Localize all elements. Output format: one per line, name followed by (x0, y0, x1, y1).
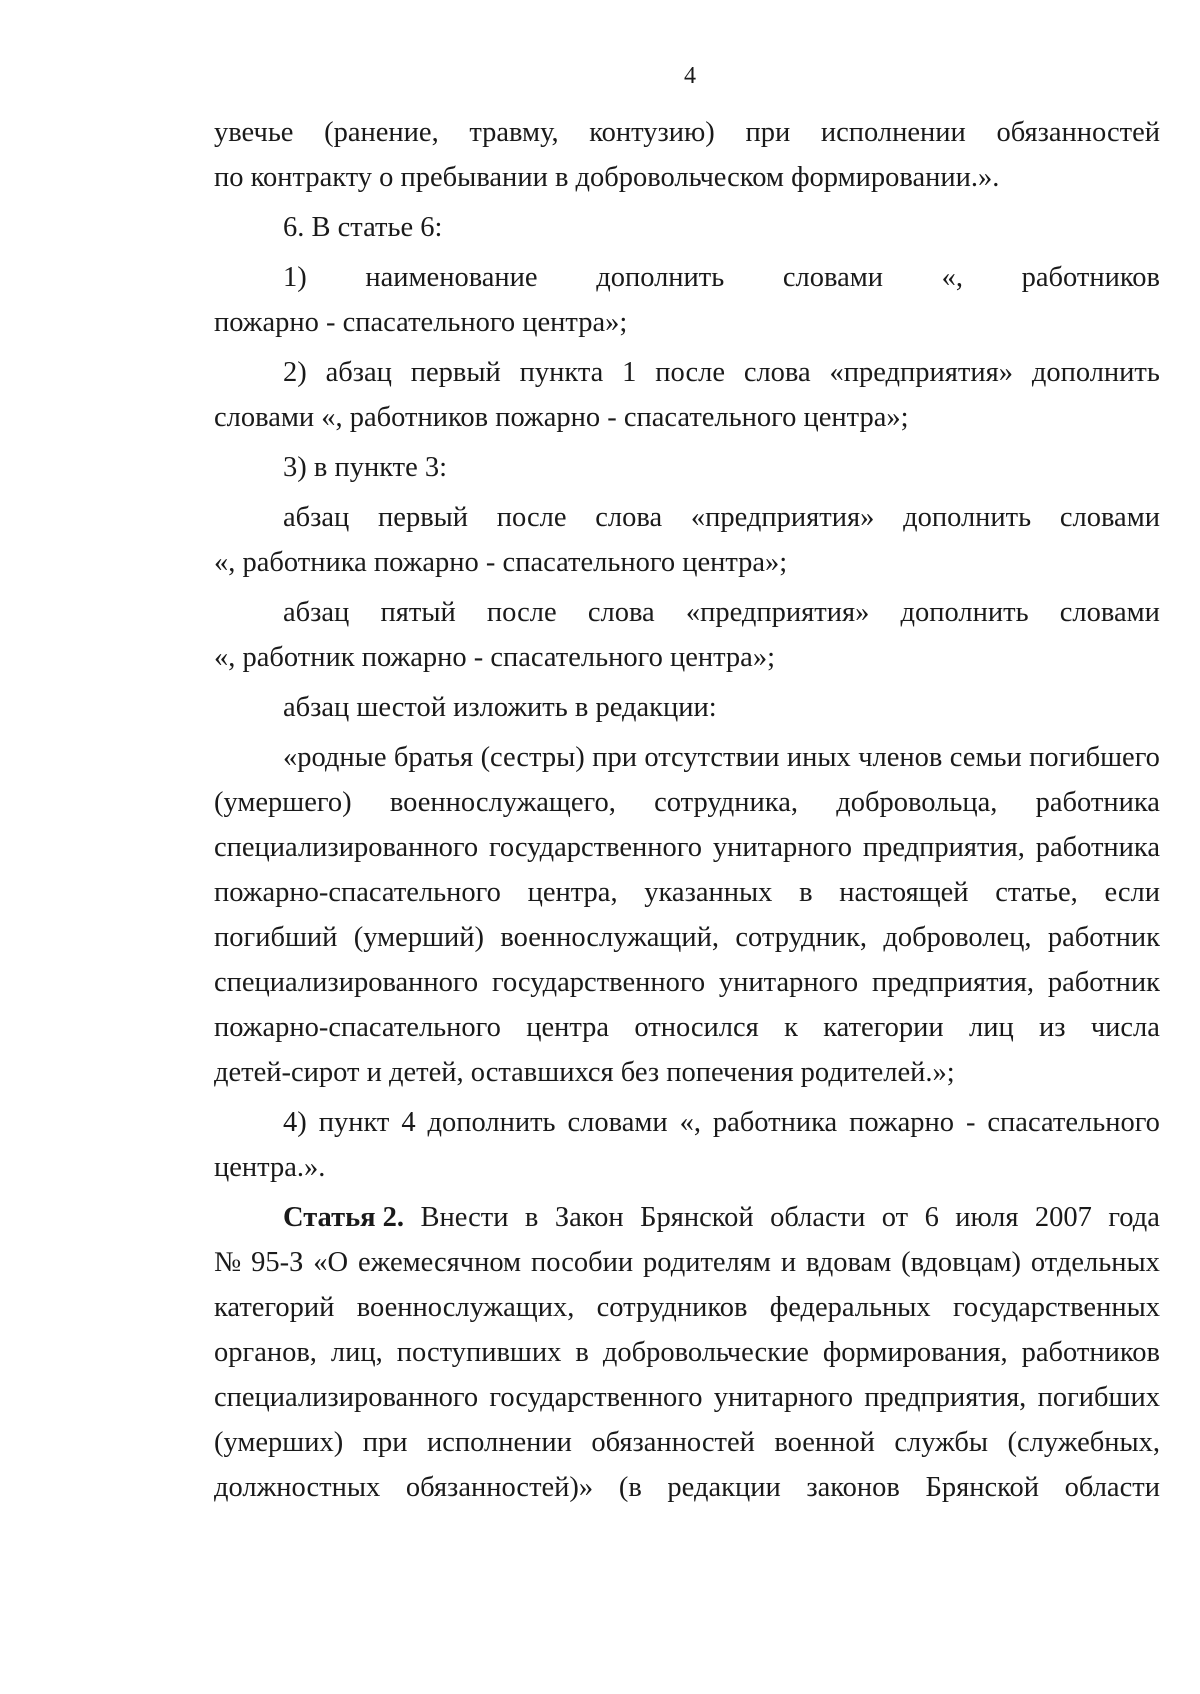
word: специализированного (214, 832, 479, 863)
word: пункт (318, 1107, 390, 1138)
word: родителям (643, 1247, 771, 1278)
word: травму, (469, 117, 559, 148)
word: унитарного (718, 967, 859, 998)
word: предприятия, (862, 832, 1025, 863)
word: в (524, 1202, 539, 1233)
word: наименование (365, 262, 538, 293)
word: дополнить (900, 597, 1029, 628)
text-line: центра.». (214, 1152, 326, 1183)
text-line: словами «, работников пожарно - спасательного центра»; (214, 402, 909, 433)
word: поступивших (396, 1337, 562, 1368)
word: к (784, 1012, 798, 1043)
word: военнослужащего, (389, 787, 616, 818)
word: № (214, 1247, 242, 1278)
text-line: «, работника пожарно - спасательного центра»; (214, 547, 788, 578)
word: области (770, 1202, 866, 1233)
word: в (575, 1337, 589, 1368)
word: предприятия, (871, 967, 1035, 998)
word: лиц, (330, 1337, 383, 1368)
text-line (214, 1100, 1160, 1145)
word: обязанностей)» (405, 1472, 594, 1503)
text-line: 3) в пункте 3: (283, 452, 448, 483)
word: 2007 (1034, 1202, 1092, 1233)
page-number: 4 (684, 63, 696, 89)
word: Брянской (925, 1472, 1040, 1503)
word: ежемесячном (358, 1247, 522, 1278)
word: (умерший) (353, 922, 485, 953)
word: специализированного (214, 967, 479, 998)
word: словами (1059, 597, 1160, 628)
word: 1) (283, 262, 307, 293)
word: сотрудника, (654, 787, 798, 818)
word: органов, (214, 1337, 317, 1368)
word: категории (823, 1012, 944, 1043)
word: 1 (622, 357, 637, 388)
word: (сестры) (480, 742, 585, 773)
word: сотрудник, (735, 922, 868, 953)
word: слова (743, 357, 811, 388)
word: службы (894, 1427, 989, 1458)
text-line (214, 870, 1160, 915)
word: дополнить (903, 502, 1032, 533)
word: относился (634, 1012, 759, 1043)
word: категорий (214, 1292, 335, 1323)
text-line (214, 110, 1160, 155)
word: отдельных (1030, 1247, 1160, 1278)
word: вдовам (805, 1247, 892, 1278)
word: абзац (283, 597, 350, 628)
word: обязанностей (591, 1427, 755, 1458)
word: «предприятия» (685, 597, 870, 628)
text-line: «, работник пожарно - спасательного центра»; (214, 642, 775, 673)
word: работника (1035, 787, 1160, 818)
word: увечье (214, 117, 294, 148)
text-line: абзац шестой изложить в редакции: (283, 692, 717, 723)
word: погибшего (1029, 742, 1160, 773)
word: работник (1047, 922, 1160, 953)
word: словами (782, 262, 884, 293)
word: редакции (667, 1472, 781, 1503)
word: работника (1035, 832, 1160, 863)
word: слова (595, 502, 663, 533)
word: области (1064, 1472, 1160, 1503)
word: доброволец, (883, 922, 1032, 953)
word: при (362, 1427, 408, 1458)
word: словами (567, 1107, 668, 1138)
word: работник (1047, 967, 1160, 998)
word: федеральных (769, 1292, 931, 1323)
word: законов (806, 1472, 900, 1503)
word: после (496, 502, 567, 533)
word: Закон (554, 1202, 624, 1233)
word: в (799, 877, 813, 908)
word: если (1104, 877, 1160, 908)
text-line (214, 960, 1160, 1005)
text-line (214, 1240, 1160, 1285)
word: июля (955, 1202, 1019, 1233)
word: семьи (949, 742, 1022, 773)
word: и (780, 1247, 797, 1278)
word: обязанностей (996, 117, 1160, 148)
word: предприятия, (864, 1382, 1027, 1413)
text-line (214, 495, 1160, 540)
word: работников (1021, 262, 1160, 293)
word: при (592, 742, 637, 773)
word: сотрудников (596, 1292, 748, 1323)
word: настоящей (839, 877, 969, 908)
word: от (881, 1202, 909, 1233)
word: военной (774, 1427, 875, 1458)
text-line (214, 1375, 1160, 1420)
word: специализированного (214, 1382, 479, 1413)
word: дополнить (427, 1107, 556, 1138)
word: работника (712, 1107, 838, 1138)
word: военнослужащий, (500, 922, 720, 953)
word: 4 (401, 1107, 416, 1138)
word: (вдовцам) (901, 1247, 1021, 1278)
document-body (214, 110, 1160, 1510)
word: «, (679, 1107, 701, 1138)
text-line (214, 780, 1160, 825)
text-line (214, 590, 1160, 635)
text-line (214, 255, 1160, 300)
word: пожарно-спасательного (214, 877, 501, 908)
word: добровольческие (602, 1337, 809, 1368)
word: дополнить (596, 262, 725, 293)
word: абзац (325, 357, 392, 388)
word: контузию) (589, 117, 715, 148)
word: словами (1059, 502, 1160, 533)
word: работников (1021, 1337, 1160, 1368)
word: государственного (488, 832, 703, 863)
word: (в (618, 1472, 642, 1503)
word: слова (587, 597, 655, 628)
word: дополнить (1031, 357, 1160, 388)
word: государственных (952, 1292, 1160, 1323)
word: «, (941, 262, 963, 293)
word: формирования, (822, 1337, 1008, 1368)
word: военнослужащих, (356, 1292, 575, 1323)
text-line (214, 1285, 1160, 1330)
word: после (486, 597, 557, 628)
word: центра (526, 1012, 610, 1043)
word: первый (378, 502, 469, 533)
word: Брянской (640, 1202, 754, 1233)
word: «предприятия» (690, 502, 875, 533)
word: пожарно-спасательного (214, 1012, 501, 1043)
word: первый (410, 357, 501, 388)
word: добровольца, (836, 787, 998, 818)
article-heading-line (214, 1195, 1160, 1240)
word: лиц (968, 1012, 1014, 1043)
word: братья (393, 742, 474, 773)
text-line (214, 1420, 1160, 1465)
word: членов (858, 742, 943, 773)
text-line (214, 825, 1160, 870)
word: (умерших) (214, 1427, 344, 1458)
word: статье, (995, 877, 1078, 908)
word: должностных (214, 1472, 381, 1503)
word: указанных (644, 877, 773, 908)
article-label: Статья 2. (283, 1202, 405, 1233)
word: при (745, 117, 791, 148)
word: Внести (420, 1202, 509, 1233)
word: исполнении (426, 1427, 572, 1458)
text-line (214, 735, 1160, 780)
text-line: детей-сирот и детей, оставшихся без попечения родителей.»; (214, 1057, 955, 1088)
word: (умершего) (214, 787, 352, 818)
word: из (1039, 1012, 1066, 1043)
text-line: пожарно - спасательного центра»; (214, 307, 628, 338)
word: иных (786, 742, 851, 773)
word: государственного (491, 967, 706, 998)
word: 6 (924, 1202, 939, 1233)
word: пункта (519, 357, 604, 388)
word: абзац (283, 502, 350, 533)
word: отсутствии (644, 742, 780, 773)
text-line (214, 1465, 1160, 1510)
word: унитарного (712, 832, 853, 863)
word: «родные (283, 742, 387, 773)
word: (ранение, (324, 117, 439, 148)
word: унитарного (713, 1382, 853, 1413)
word: 4) (283, 1107, 307, 1138)
word: 95-З (251, 1247, 304, 1278)
word: «предприятия» (829, 357, 1013, 388)
text-line (214, 915, 1160, 960)
text-line (214, 1005, 1160, 1050)
word: пятый (380, 597, 456, 628)
text-line: по контракту о пребывании в добровольческом формировании.». (214, 162, 1000, 193)
word: центра, (527, 877, 618, 908)
text-line (214, 350, 1160, 395)
word: государственного (489, 1382, 703, 1413)
word: спасательного (987, 1107, 1160, 1138)
word: «О (313, 1247, 349, 1278)
word: пособии (531, 1247, 634, 1278)
word: погибших (1037, 1382, 1160, 1413)
word: исполнении (820, 117, 966, 148)
word: погибший (214, 922, 338, 953)
text-line: 6. В статье 6: (283, 212, 443, 243)
word: после (655, 357, 725, 388)
word: числа (1090, 1012, 1160, 1043)
word: пожарно (849, 1107, 955, 1138)
word: 2) (283, 357, 307, 388)
text-line (214, 1330, 1160, 1375)
word: года (1108, 1202, 1160, 1233)
word: - (965, 1107, 976, 1138)
word: (служебных, (1007, 1427, 1160, 1458)
